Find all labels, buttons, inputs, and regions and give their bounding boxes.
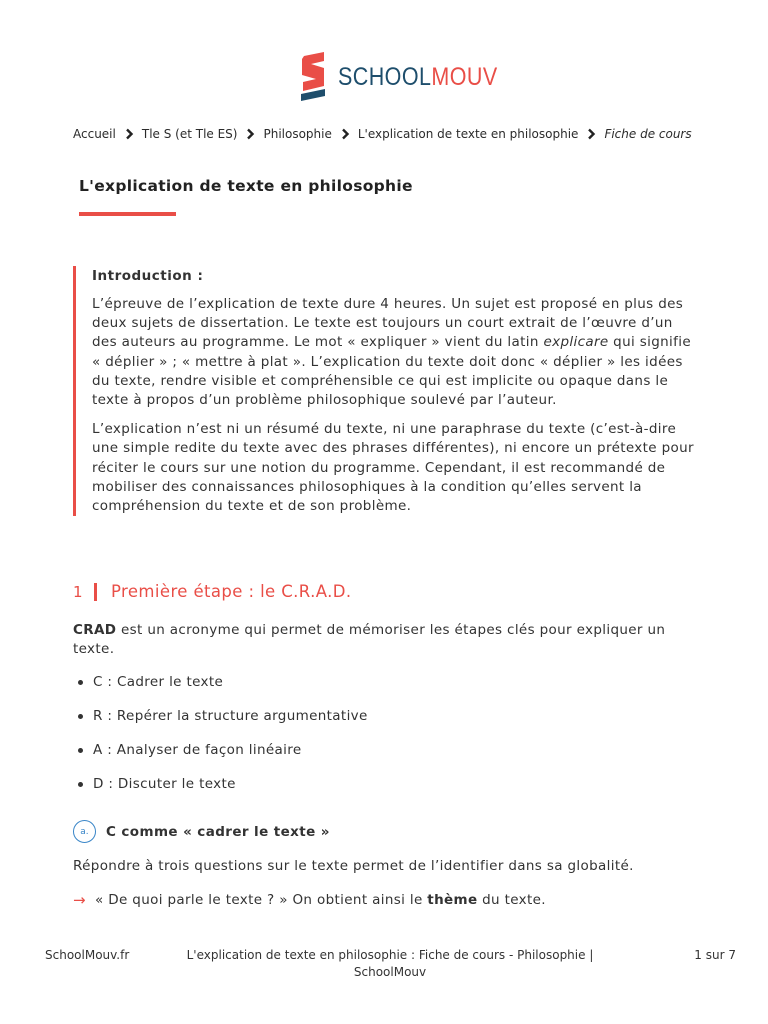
subsection-heading-a [73,820,330,843]
list-item [78,707,368,741]
footer-site: SchoolMouv.fr [45,948,130,962]
section-divider-bar [94,583,97,601]
list-item [78,775,368,809]
chevron-right-icon [125,128,134,140]
introduction-paragraph-2: L’explication n’est ni un résumé du texte, ni une paraphrase du texte (c’est-à-dire une simple redite du texte avec des phrases différentes), ni encore un prétexte pour réciter le cours sur une notion du programme. Cependant, il est recommandé de mobiliser des connaissances philosophiques à la condition qu’elles servent la compréhension du texte et de son problème. [92,421,694,515]
subsection-paragraph: Répondre à trois questions sur le texte permet de l’identifier dans sa globalité. [73,858,634,874]
arrow-right-icon: → [73,891,86,909]
list-item-text: D : Discuter le texte [93,776,236,792]
breadcrumb-item-chapter[interactable]: L'explication de texte en philosophie [357,127,579,141]
subsection-badge: a. [73,820,96,843]
crad-steps-list [78,673,368,809]
intro-p1-latin-term: explicare [543,334,609,351]
intro-p1-text-end: qui signifie « déplier » ; « mettre à plat ». L’explication du texte doit donc « déplier » les idées du texte, rendre visible et compréhensible ce qui est implicite ou opaque dans le texte à propos d’un problème philosophique soulevé par l’auteur. [92,334,692,409]
introduction-heading: Introduction : [92,268,204,284]
breadcrumb-item-current: Fiche de cours [604,127,692,141]
breadcrumb-item-level[interactable]: Tle S (et Tle ES) [141,127,238,141]
chevron-right-icon [246,128,255,140]
list-item-text: C : Cadrer le texte [93,674,224,690]
list-item-text: R : Repérer la structure argumentative [93,708,368,724]
bullet-icon [78,782,83,787]
breadcrumb-item-subject[interactable]: Philosophie [263,127,332,141]
intro-p1-text-start: L’épreuve de l’explication de texte dure 4 heures. Un sujet est proposé en plus des deux sujets de dissertation. Le texte est toujours un court extrait de l’œuvre d’un des auteurs au programme. Le mot « expliquer » vient du latin [92,296,684,351]
arrow-point [73,891,546,909]
chevron-right-icon [341,128,350,140]
list-item-text: A : Analyser de façon linéaire [93,742,302,758]
logo-s-mark-icon [298,52,328,102]
arrow-point-text [95,892,546,908]
subsection-title: C comme « cadrer le texte » [106,823,330,840]
arrow-text-end: du texte. [477,892,546,908]
title-underline [79,212,176,216]
page-title: L'explication de texte en philosophie [79,177,413,195]
schoolmouv-logo[interactable] [298,52,524,102]
section-number: 1 [73,582,83,601]
breadcrumb-item-accueil[interactable]: Accueil [73,127,116,141]
breadcrumb [73,127,692,141]
arrow-keyword: thème [427,892,478,908]
crad-paragraph [73,621,698,659]
logo-wordmark [338,63,498,92]
introduction-paragraph-1 [92,295,698,410]
logo-text-school: SCHOOL [338,62,432,91]
bullet-icon [78,680,83,685]
crad-term: CRAD [73,622,117,638]
crad-description: est un acronyme qui permet de mémoriser les étapes clés pour expliquer un texte. [73,622,666,658]
section-heading-1 [73,582,352,601]
bullet-icon [78,714,83,719]
arrow-text-start: « De quoi parle le texte ? » On obtient ainsi le [95,892,428,908]
logo-text-mouv: MOUV [431,62,498,91]
introduction-block [73,266,698,516]
section-title: Première étape : le C.R.A.D. [111,582,352,601]
bullet-icon [78,748,83,753]
footer-page-number: 1 sur 7 [694,948,736,962]
list-item [78,741,368,775]
list-item [78,673,368,707]
footer-page-title: L'explication de texte en philosophie : Fiche de cours - Philosophie | SchoolMouv [186,948,594,979]
chevron-right-icon [587,128,596,140]
